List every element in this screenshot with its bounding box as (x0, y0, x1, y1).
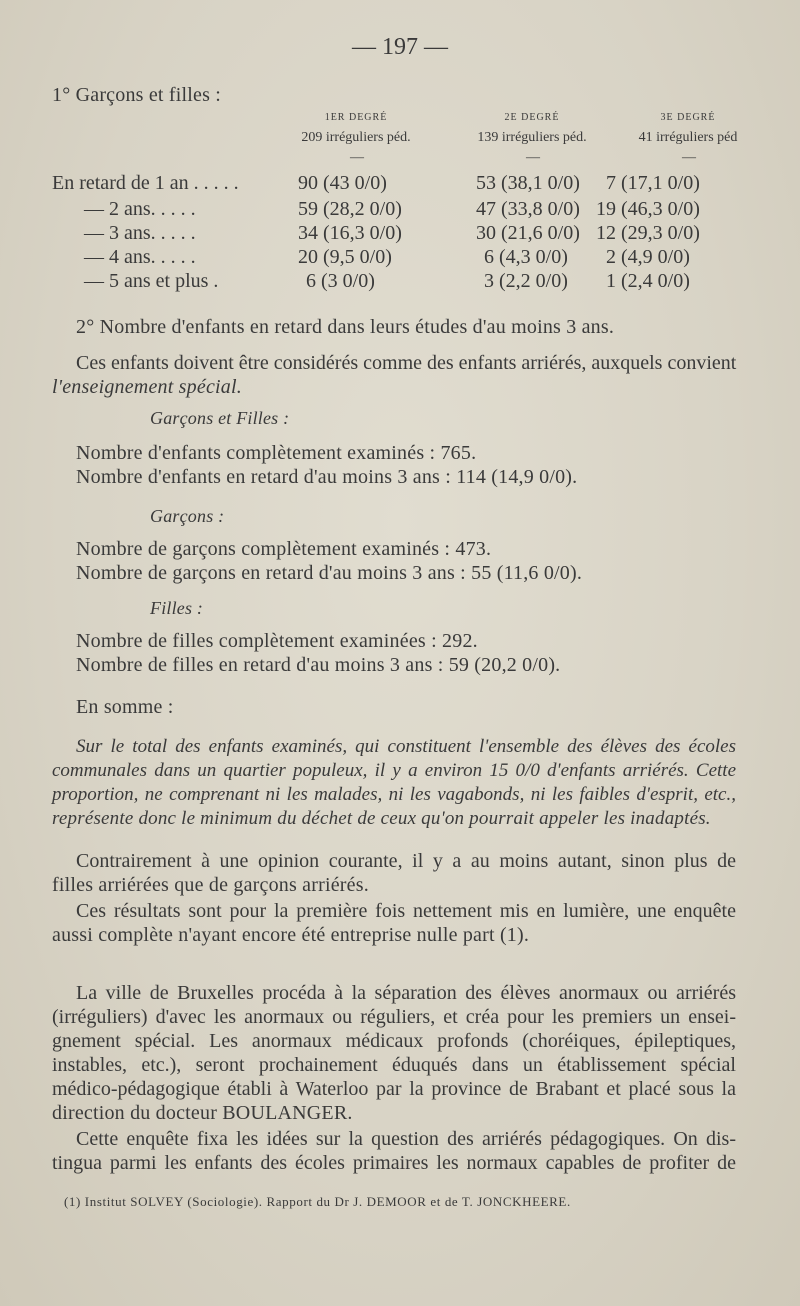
g-line-1: Nombre de garçons complètement examinés : 473. (76, 538, 492, 560)
row-col2: 3 (2,2 0/0) (484, 270, 568, 292)
row-col1: 6 (3 0/0) (306, 270, 375, 292)
italic-line: communales dans un quartier populeux, il y a environ 15 0/0 d'enfants arriérés. Cette (52, 760, 736, 781)
col1-dash: — (350, 150, 364, 165)
col2-degree: 2E DEGRÉ (504, 112, 560, 123)
paragraph-line: Cette enquête fixa les idées sur la question des arriérés pédagogiques. On dis- (76, 1128, 736, 1150)
f-line-2: Nombre de filles en retard d'au moins 3 ans : 59 (20,2 0/0). (76, 654, 561, 676)
row-col1: 90 (43 0/0) (298, 172, 387, 194)
paragraph-line: instables, etc.), seront prochainement éduqués dans un établissement spécial (52, 1054, 736, 1076)
row-label: En retard de 1 an . . . . . (52, 172, 239, 194)
col2-count: 139 irréguliers péd. (477, 130, 587, 145)
gf-line-1: Nombre d'enfants complètement examinés : 765. (76, 442, 477, 464)
row-col2: 53 (38,1 0/0) (476, 172, 580, 194)
row-col1: 34 (16,3 0/0) (298, 222, 402, 244)
row-col3: 1 (2,4 0/0) (606, 270, 690, 292)
col3-count: 41 irréguliers péd (638, 130, 738, 145)
row-label: — 3 ans. . . . . (84, 222, 196, 244)
row-label: — 2 ans. . . . . (84, 198, 196, 220)
gf-title: Garçons et Filles : (150, 408, 290, 428)
col1-count: 209 irréguliers péd. (301, 130, 411, 145)
col1-header (256, 108, 456, 148)
row-col2: 6 (4,3 0/0) (484, 246, 568, 268)
row-col2: 47 (33,8 0/0) (476, 198, 580, 220)
paragraph-line: gnement spécial. Les anormaux médicaux profonds (choréiques, épileptiques, (52, 1030, 736, 1052)
paragraph-line: Ces résultats sont pour la première fois nettement mis en lumière, une enquête (76, 900, 736, 922)
paragraph-line: La ville de Bruxelles procéda à la séparation des élèves anormaux ou arriérés (76, 982, 736, 1004)
row-col3: 12 (29,3 0/0) (596, 222, 700, 244)
footnote: (1) Institut SOLVEY (Sociologie). Rapport du Dr J. DEMOOR et de T. JONCKHEERE. (64, 1194, 571, 1209)
paragraph-line: filles arriérées que de garçons arriérés. (52, 874, 369, 896)
g-title: Garçons : (150, 506, 225, 526)
paragraph-line: Contrairement à une opinion courante, il y a au moins autant, sinon plus de (76, 850, 736, 872)
paragraph-line: direction du docteur BOULANGER. (52, 1102, 353, 1124)
intro-line-2: l'enseignement spécial. (52, 376, 242, 398)
row-col3: 2 (4,9 0/0) (606, 246, 690, 268)
g-line-2: Nombre de garçons en retard d'au moins 3 ans : 55 (11,6 0/0). (76, 562, 583, 584)
italic-line: proportion, ne comprenant ni les malades, ni les vagabonds, ni les faibles d'esprit, etc., (52, 784, 736, 805)
paragraph-line: aussi complète n'ayant encore été entreprise nulle part (1). (52, 924, 530, 946)
row-col1: 20 (9,5 0/0) (298, 246, 392, 268)
col2-dash: — (526, 150, 540, 165)
row-col3: 19 (46,3 0/0) (596, 198, 700, 220)
paragraph-line: tingua parmi les enfants des écoles primaires les normaux capables de profiter de (52, 1152, 736, 1174)
f-line-1: Nombre de filles complètement examinées : 292. (76, 630, 478, 652)
section1-title: 1° Garçons et filles : (52, 84, 222, 106)
f-title: Filles : (150, 598, 204, 618)
row-label: — 5 ans et plus . (84, 270, 219, 292)
row-col3: 7 (17,1 0/0) (606, 172, 700, 194)
somme-title: En somme : (76, 696, 174, 718)
row-col2: 30 (21,6 0/0) (476, 222, 580, 244)
gf-line-2: Nombre d'enfants en retard d'au moins 3 ans : 114 (14,9 0/0). (76, 466, 578, 488)
col1-degree: 1ER DEGRÉ (324, 112, 388, 123)
paragraph-line: (irréguliers) d'avec les anormaux ou réguliers, et créa pour les premiers un ensei- (52, 1006, 736, 1028)
row-col1: 59 (28,2 0/0) (298, 198, 402, 220)
row-label: — 4 ans. . . . . (84, 246, 196, 268)
page-number: — 197 — (352, 34, 448, 60)
italic-line: Sur le total des enfants examinés, qui constituent l'ensemble des élèves des écoles (76, 736, 736, 757)
italic-line: représente donc le minimum du déchet de ceux qu'on pourrait appeler les inadaptés. (52, 808, 711, 829)
paragraph-line: médico-pédagogique établi à Waterloo par la province de Brabant et placé sous la (52, 1078, 736, 1100)
col3-header (588, 108, 788, 148)
col3-dash: — (682, 150, 696, 165)
intro-line-1: Ces enfants doivent être considérés comme des enfants arriérés, auxquels convient (76, 352, 737, 374)
col3-degree: 3E DEGRÉ (660, 112, 716, 123)
section2-title: 2° Nombre d'enfants en retard dans leurs études d'au moins 3 ans. (76, 316, 615, 338)
